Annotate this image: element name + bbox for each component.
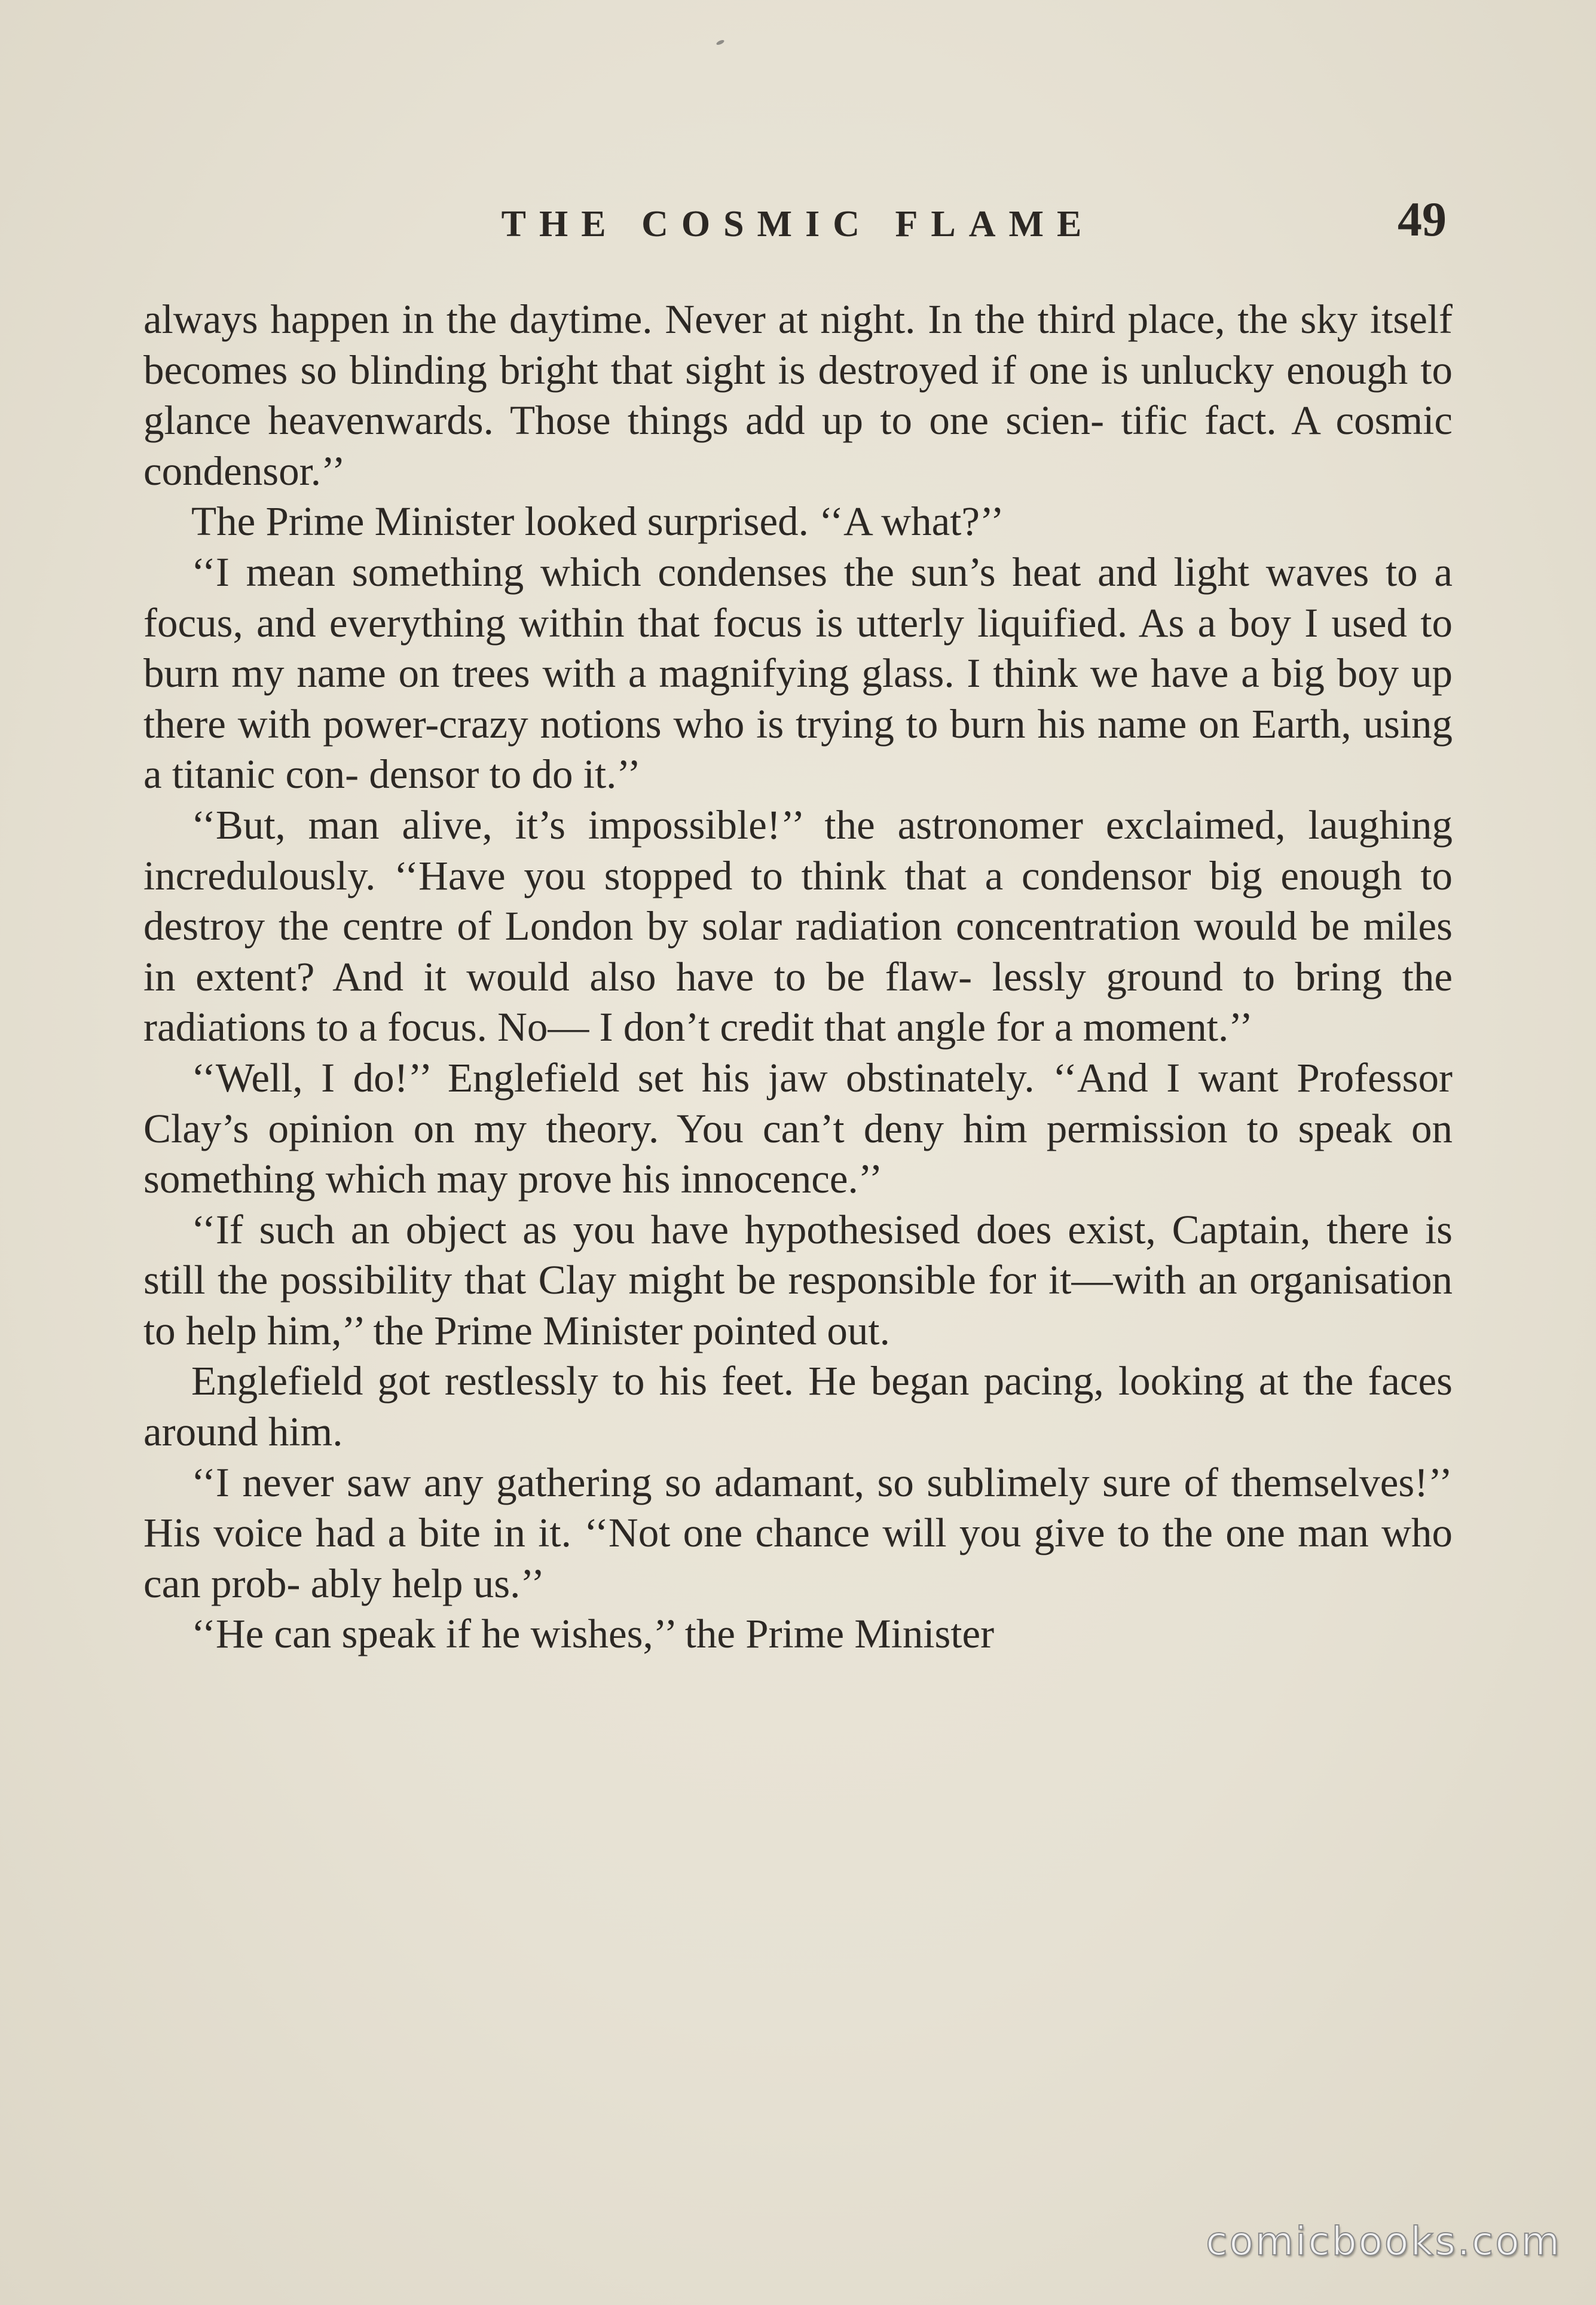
running-head	[143, 192, 1453, 251]
paragraph: ‘‘But, man alive, it’s impossible!’’ the astronomer exclaimed, laughing incredulously. ‘‘Have you stopped to think that a condensor big enough to destroy the centre of London by solar radiation concentration would be miles in extent? And it would also have to be flaw- lessly ground to bring the radiations to a focus. No— I don’t credit that angle for a moment.’’	[143, 802, 1453, 1050]
body-text	[143, 294, 1453, 1659]
paragraph: The Prime Minister looked surprised. ‘‘A what?’’	[191, 499, 1004, 545]
paragraph: Englefield got restlessly to his feet. He began pacing, looking at the faces around him.	[143, 1358, 1453, 1455]
paragraph: ‘‘He can speak if he wishes,’’ the Prime Minister	[191, 1611, 995, 1657]
running-title: THE COSMIC FLAME	[501, 204, 1095, 244]
paragraph: ‘‘I mean something which condenses the sun’s heat and light waves to a focus, and everything within that focus is utterly liquified. As a boy I used to burn my name on trees with a magnifying glass. I think we have a big boy up there with power-crazy notions who is trying to burn his name on Earth, using a titanic con- densor to do it.’’	[143, 549, 1453, 797]
paragraph: ‘‘Well, I do!’’ Englefield set his jaw obstinately. ‘‘And I want Professor Clay’s opinion on my theory. You can’t deny him permission to speak on something which may prove his innocence.’’	[143, 1054, 1453, 1202]
paragraph: ‘‘If such an object as you have hypothesised does exist, Captain, there is still the possibility that Clay might be responsible for it—with an organisation to help him,’’ the Prime Minister pointed out.	[143, 1206, 1453, 1353]
paragraph: always happen in the daytime. Never at night. In the third place, the sky itself becomes so blinding bright that sight is destroyed if one is unlucky enough to glance heavenwards. Those things add up to one scien- tific fact. A cosmic condensor.’’	[143, 296, 1453, 494]
watermark-logo: comicbooks.com	[1206, 2218, 1561, 2264]
paper-speck	[716, 39, 724, 45]
page-number: 49	[1398, 192, 1447, 246]
paragraph: ‘‘I never saw any gathering so adamant, so sublimely sure of themselves!’’ His voice had a bite in it. ‘‘Not one chance will you give to the one man who can prob- ably help us.’’	[143, 1459, 1453, 1606]
